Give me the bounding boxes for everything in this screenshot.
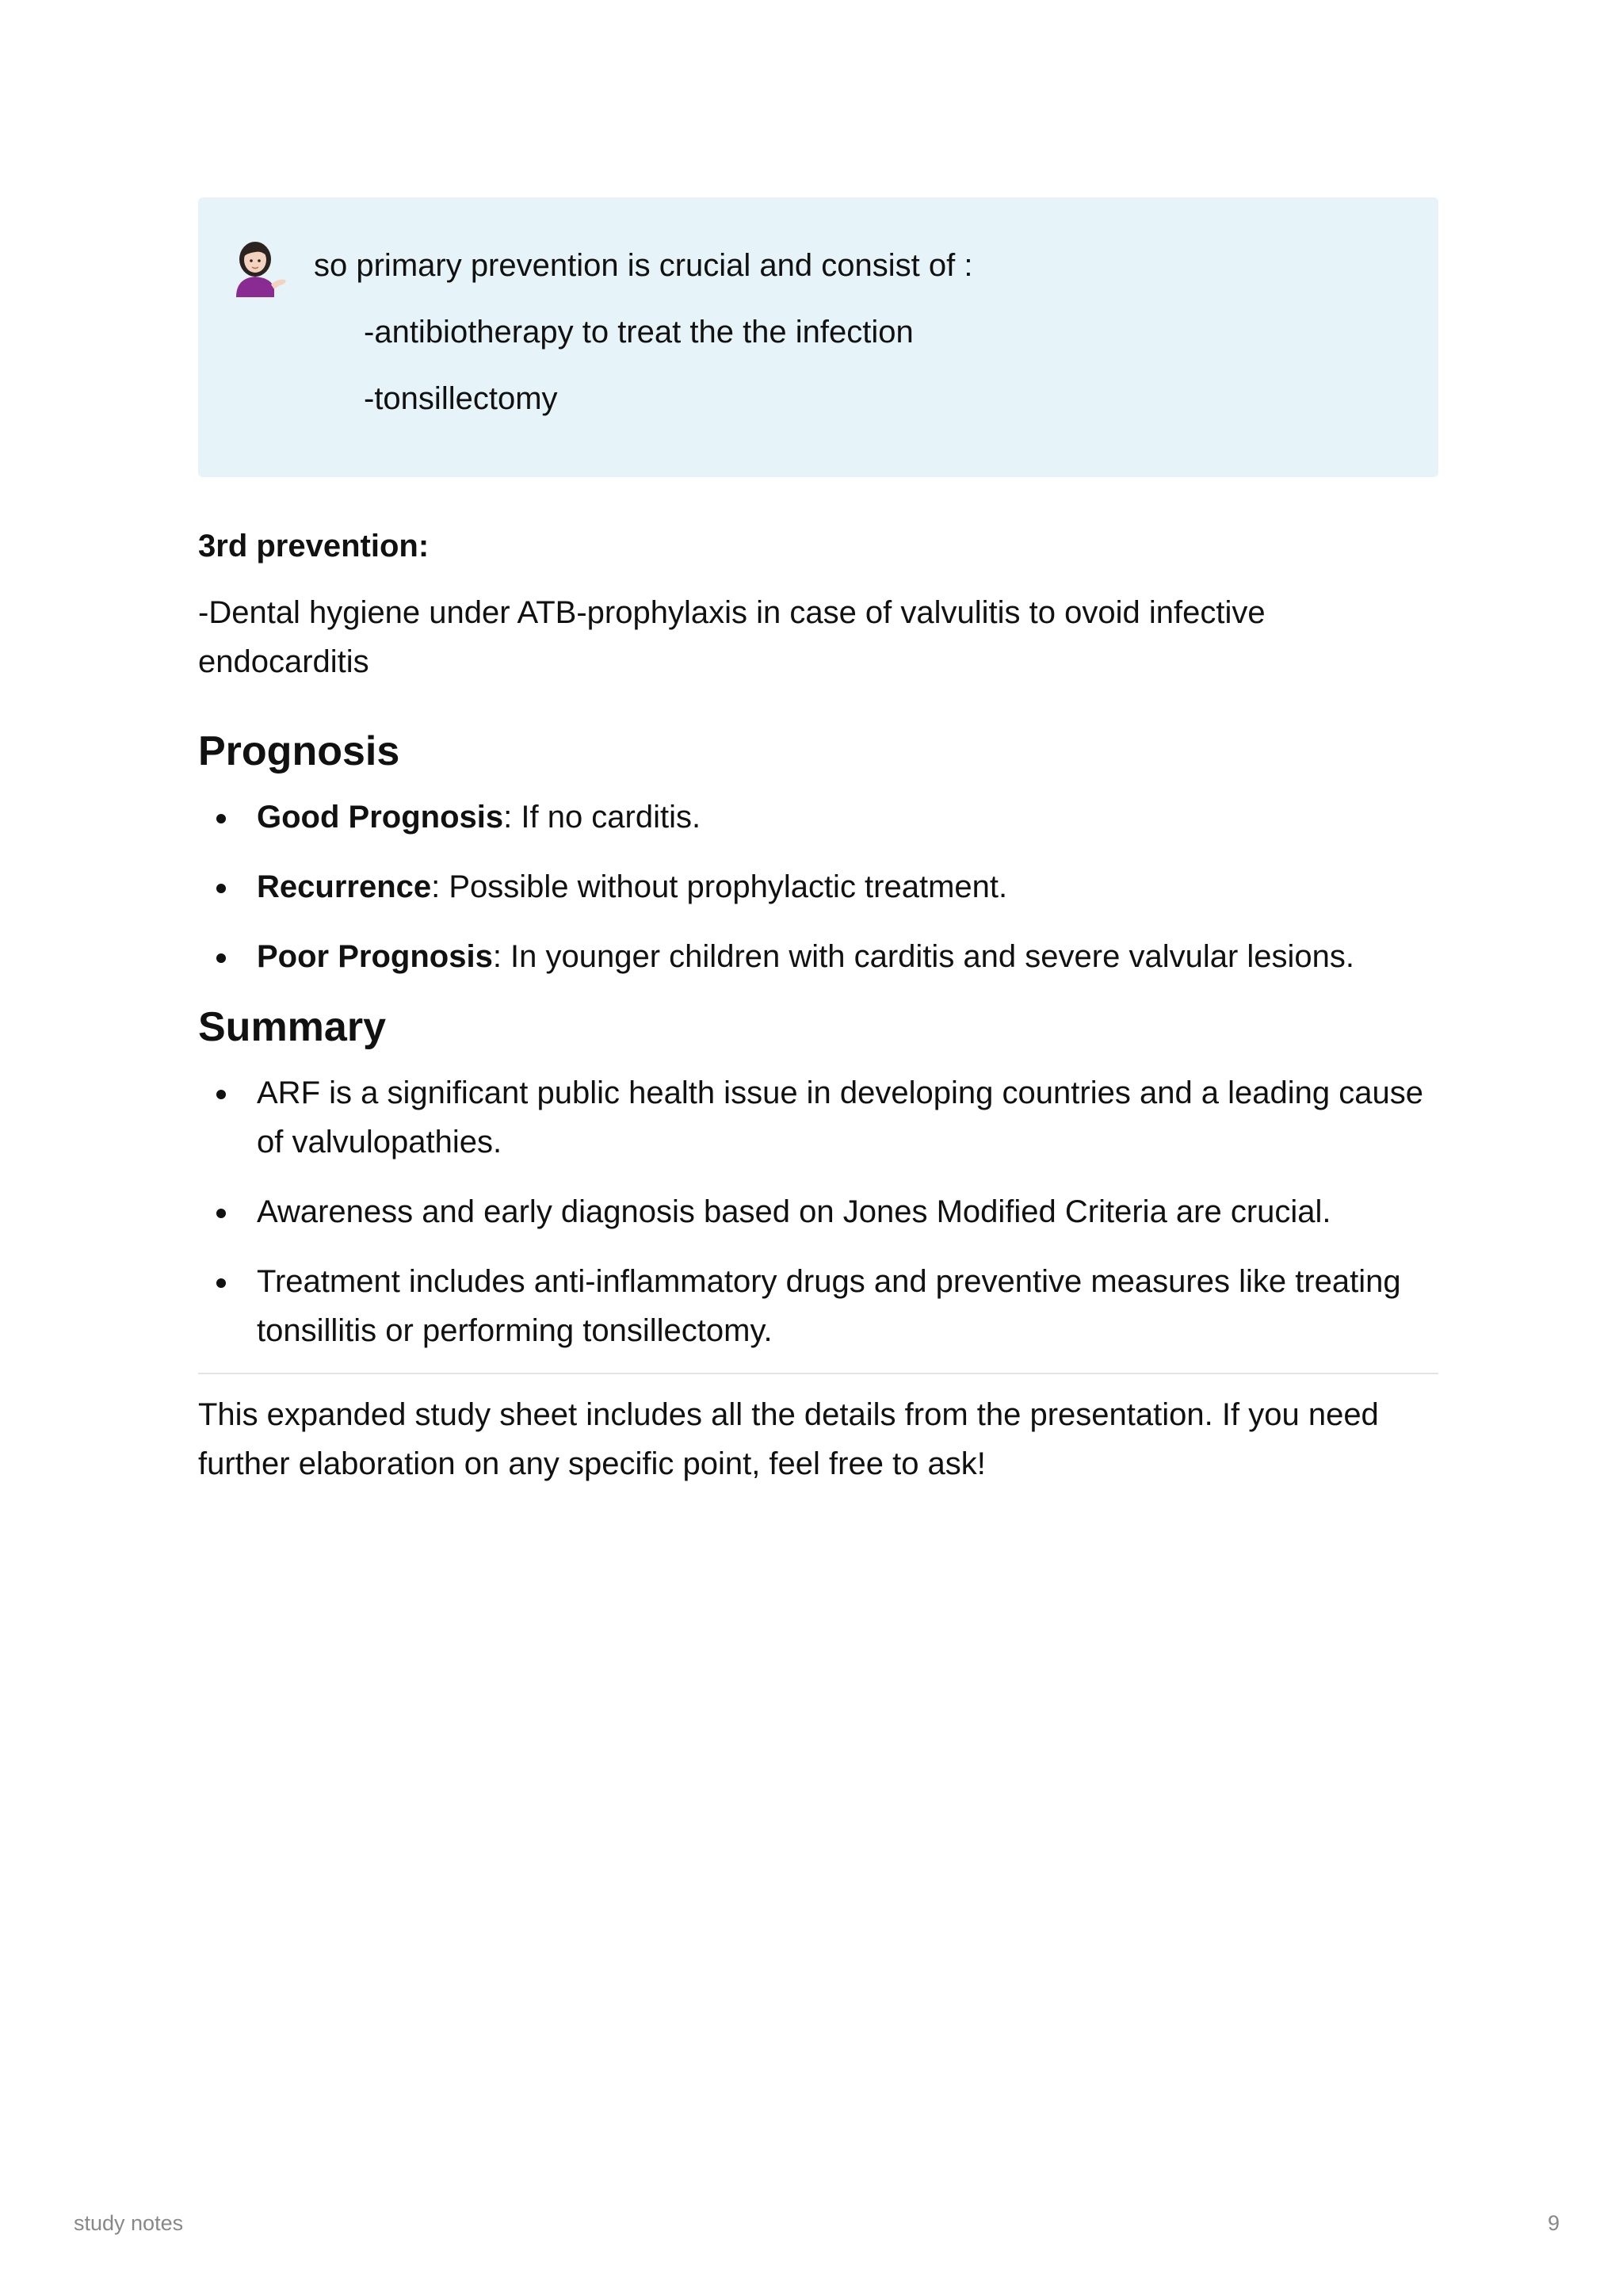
summary-heading: Summary — [198, 1004, 386, 1050]
prognosis-desc: : Possible without prophylactic treatment. — [431, 869, 1008, 904]
list-item: Treatment includes anti-inflammatory drugs and preventive measures like treating tonsillitis or performing tonsillectomy. — [198, 1257, 1438, 1355]
prognosis-heading: Prognosis — [198, 728, 400, 774]
callout-intro: so primary prevention is crucial and consist of : — [314, 248, 973, 283]
list-item — [198, 862, 1438, 911]
tertiary-prevention-heading: 3rd prevention: — [198, 529, 430, 563]
section-divider — [198, 1373, 1438, 1374]
closing-paragraph: This expanded study sheet includes all the details from the presentation. If you need further elaboration on any specific point, feel free to ask! — [198, 1397, 1379, 1481]
person-tipping-hand-icon — [228, 237, 288, 297]
page-content — [198, 197, 1438, 1488]
list-item: ARF is a significant public health issue in developing countries and a leading cause of valvulopathies. — [198, 1068, 1438, 1167]
footer-title: study notes — [74, 2211, 184, 2235]
prognosis-desc: : If no carditis. — [503, 800, 701, 835]
prognosis-term: Poor Prognosis — [257, 939, 493, 974]
list-item — [198, 932, 1438, 981]
list-item — [198, 793, 1438, 842]
list-item: Awareness and early diagnosis based on Jones Modified Criteria are crucial. — [198, 1187, 1438, 1236]
prevention-callout — [198, 197, 1438, 477]
prognosis-list — [198, 793, 1438, 981]
prognosis-desc: : In younger children with carditis and severe valvular lesions. — [492, 939, 1355, 974]
prognosis-term: Recurrence — [257, 869, 432, 904]
tertiary-prevention-text: -Dental hygiene under ATB-prophylaxis in case of valvulitis to ovoid infective endocarditis — [198, 595, 1266, 679]
summary-list — [198, 1068, 1438, 1355]
callout-item-tonsillectomy: -tonsillectomy — [364, 381, 558, 416]
prognosis-term: Good Prognosis — [257, 800, 504, 835]
page-number: 9 — [1547, 2211, 1560, 2235]
callout-item-antibiotherapy: -antibiotherapy to treat the the infection — [364, 315, 914, 350]
